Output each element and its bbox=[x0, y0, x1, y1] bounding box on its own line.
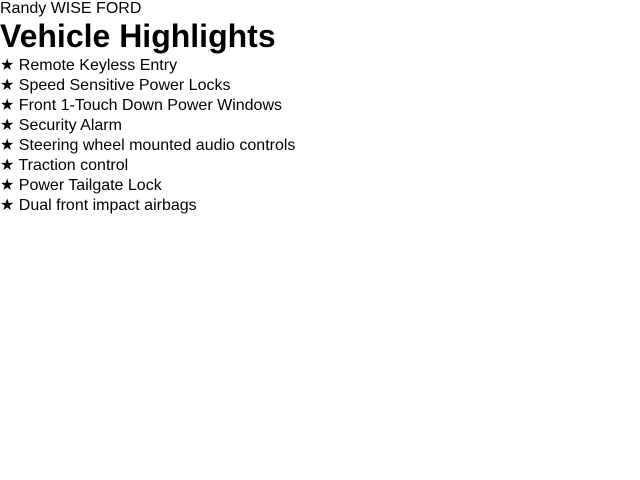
dealer-logo bbox=[0, 0, 640, 18]
feature-label: Power Tailgate Lock bbox=[18, 177, 162, 194]
feature-label: Speed Sensitive Power Locks bbox=[18, 77, 231, 94]
feature-item bbox=[0, 115, 640, 135]
feature-item bbox=[0, 75, 640, 95]
feature-label: Remote Keyless Entry bbox=[18, 57, 178, 74]
star-icon: ★ bbox=[0, 117, 15, 134]
page-title: Vehicle Highlights bbox=[0, 18, 276, 54]
feature-item bbox=[0, 175, 640, 195]
feature-item bbox=[0, 55, 640, 75]
logo-main-text: WISE bbox=[50, 0, 92, 17]
star-icon: ★ bbox=[0, 57, 15, 74]
feature-item bbox=[0, 155, 640, 175]
header-banner bbox=[0, 0, 640, 55]
logo-script-text: Randy bbox=[0, 0, 47, 17]
logo-sub-text: FORD bbox=[96, 0, 142, 17]
feature-label: Dual front impact airbags bbox=[18, 197, 197, 214]
feature-label: Security Alarm bbox=[18, 117, 122, 134]
star-icon: ★ bbox=[0, 97, 15, 114]
feature-section bbox=[0, 55, 640, 215]
star-icon: ★ bbox=[0, 177, 15, 194]
feature-label: Steering wheel mounted audio controls bbox=[18, 137, 296, 154]
feature-label: Front 1-Touch Down Power Windows bbox=[18, 97, 283, 114]
star-icon: ★ bbox=[0, 137, 15, 154]
feature-label: Traction control bbox=[18, 157, 129, 174]
feature-item bbox=[0, 135, 640, 155]
feature-list bbox=[0, 55, 640, 215]
feature-item bbox=[0, 95, 640, 115]
star-icon: ★ bbox=[0, 157, 15, 174]
star-icon: ★ bbox=[0, 197, 15, 214]
feature-item bbox=[0, 195, 640, 215]
star-icon: ★ bbox=[0, 77, 15, 94]
